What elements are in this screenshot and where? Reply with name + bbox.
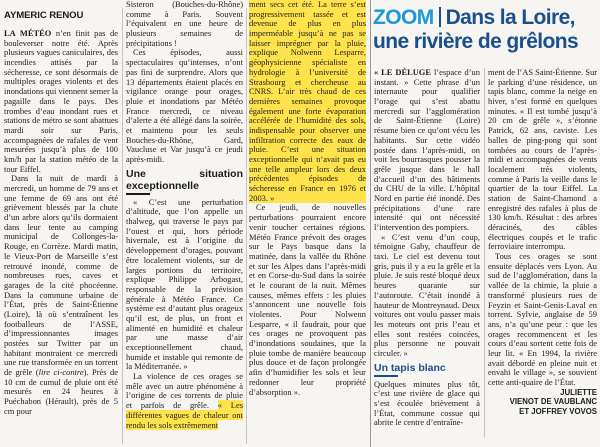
paragraph: Ces épisodes, aussi spectaculaires qu’intenses, n’ont pas fini de surprendre. Alors que 13 départements étaient placés en vigilance orange pour orages, pluie et inondations par Météo France mercredi, ce niveau d’alerte a été allégé dans la soirée, et maintenu pour les seuls Bouches-du-Rhône, Gard, Vaucluse et Var jusqu’à ce jeudi après-midi. <box>126 47 243 164</box>
zoom-header <box>373 6 598 54</box>
article-column-4 <box>374 68 480 428</box>
paragraph: « LE DÉLUGE l’espace d’un instant. » Cette phrase d’un internaute pour qualifier l’orage qui s’est abattu mercredi sur l’agglomération de Saint-Étienne (Loire) résume bien ce qu’ont vécu les habitants. Sur cette vidéo postée dans l’après-midi, on voit les bourrasques pousser la grêle jusque dans le hall d’accueil d’un des bâtiments du CHU de la ville. L’hôpital Nord en partie été inondé. Des précipitations d’une rare intensité qui ont nécessité l’intervention des pompiers. <box>374 67 480 232</box>
column-divider <box>246 8 247 444</box>
article-column-5 <box>488 68 597 416</box>
lead-in: LA MÉTÉO <box>4 28 52 38</box>
paragraph: Dans la nuit de mardi à mercredi, un homme de 79 ans et une femme de 69 ans ont été grièvement blessés par la chute d’un arbre alors qu’ils dormaient dans leur tente au camping municipal de Collonges-la-Rouge, en Corrèze. Mardi matin, le Vieux-Port de Marseille s’est retrouvé inondé, comme de nombreuses rues, caves et garages de la cité phocéenne. Dans la commune urbaine de l’État, près de Saint-Étienne (Loire), là où s’entraînent les footballeurs de l’ASSE, d’impressionnantes images postées sur Twitter par un habitant montraient ce mercredi une rue transformée en un torrent de grêle (lire ci-contre). Près de 10 cm de cumul de pluie ont été mesurés en 24 heures à Puéchabon (Hérault), près de 5 cm pour <box>4 173 118 416</box>
zoom-label: ZOOM <box>373 6 434 29</box>
byline: AYMERIC RENOU <box>4 10 84 21</box>
paragraph: Ce jeudi, de nouvelles perturbations pourraient encore venir toucher certaines régions. Météo France prévoit des orages sur le Pays basque dans la matinée, dans la vallée du Rhône et sur les Alpes dans l’après-midi et en Corse-du-Sud dans la soirée et le courant de la nuit. Mêmes causes, mêmes effets : les pluies s’annoncent une nouvelle fois violentes. Pour Nolwenn Lesparre, « il faudrait, pour que ces orages ne provoquent pas d’inondations soudaines, que la pluie tombe de manière beaucoup plus douce et de façon prolongée afin d’humidifier les sols et leur redonner leur propriété d’absorption ». <box>249 202 366 397</box>
highlighted-text: « Les différentes vagues de chaleur ont rendu les sols extrêmement <box>126 400 243 430</box>
column-divider <box>484 68 485 438</box>
article-title-line-2: une rivière de grêlons <box>373 30 579 53</box>
paragraph: « C’est venu d’un coup, témoigne Gaby, chauffeur de taxi. Le ciel est devenu tout gris, puis il y a eu la grêle et la pluie. Je suis resté bloqué deux heures quarante sur l’autoroute. C’était inondé à hauteur de Montreynaud. Deux voitures ont voulu passer mais les moteurs ont pris l’eau et elles sont restées coincées, plus personne ne pouvait circuler. » <box>374 231 480 358</box>
article-column-3 <box>249 0 366 397</box>
article-column-1 <box>4 10 118 417</box>
column-divider <box>122 8 123 444</box>
paragraph: « C’est une perturbation d’altitude, que l’on appelle un thalweg, qui traverse le pays par l’ouest et qui, hors période hivernale, est à l’origine du développement d’orages, pouvant être localement violents, sur de larges portions du territoire, explique Philippe Arbogast, responsable de la prévision générale à Météo France. Ce système est d’autant plus orageux qu’il est, de plus, un front et alimenté en humidité et chaleur par une masse d’air exceptionnellement chaud, humide et instable qui remonte de la Méditerranée. » <box>126 196 243 372</box>
subheading: Une situation exceptionnelle <box>126 167 243 192</box>
paragraph: LA MÉTÉO n’en finit pas de bouleverser notre été. Après plusieurs vagues caniculaires, des incendies attisés par la sécheresse, ce sont désormais de multiples orages violents et des inondations qui viennent semer la pagaille dans le pays. Des trombes d’eau inondant rues et stations de métro se sont abattues mardi soir sur Paris, accompagnées de rafales de vent mesurées jusqu’à plus de 100 km/h par la station météo de la tour Eiffel. <box>4 28 118 174</box>
paragraph: La violence de ces orages se mêle avec un autre phénomène à l’origine de ces torrents de pluie et parfois de grêle. « Les différentes vagues de chaleur ont rendu les sols extrêmement <box>126 371 243 430</box>
highlighted-paragraph: ment secs cet été. La terre s’est progressivement tassée et est devenue de plus en plus imperméable jusqu’à ne pas se laisser imprégner par la pluie, explique Nolwenn Lesparre, géophysicienne spécialiste en hydrologie à l’université de Strasbourg et chercheuse au CNRS. L’air très chaud de ces dernières semaines provoque également une forte évaporation accélérée de l’humidité des sols, indispensable pour observer une infiltration correcte des eaux de pluie. C’est une situation exceptionnelle qui n’avait pas eu une telle ampleur lors des deux précédentes épisodes de sécheresse en France en 1976 et 2003. » <box>249 0 366 203</box>
article-column-2 <box>126 0 243 430</box>
subheading: Un tapis blanc <box>374 361 446 374</box>
section-divider <box>370 0 371 447</box>
subheading-rule <box>126 193 150 195</box>
title-separator <box>439 7 441 27</box>
paragraph: ment de l’AS Saint-Étienne. Sur le parking d’une résidence, un tapis blanc, comme la neige en hiver, s’est formé en quelques minutes. « Il est tombé jusqu’à 20 cm de grêle », s’étonne Patrick, 62 ans, caviste. Les balles de ping-pong qui sont tombées au cours de l’après-midi et accompagnées de vents localement très violents, comme à Paris la veille dans le quartier de la tour Eiffel. La station de Saint-Chamond a enregistré des rafales à plus de 130 km/h. Résultat : des arbres déracinés, des câbles électriques coupés et le trafic ferroviaire interrompu. <box>488 67 597 252</box>
article-title: Dans la Loire, <box>445 6 575 29</box>
subheading-rule <box>374 375 398 377</box>
paragraph: Sisteron (Bouches-du-Rhône) comme à Paris. Souvent l’équivalent en une heure de plusieurs semaines de précipitations ! <box>126 0 243 48</box>
zoom-title-line <box>373 6 598 30</box>
lead-in: « LE DÉLUGE <box>374 67 431 77</box>
signature: JULIETTE VIENOT DE VAUBLANC ET JOFFREY VOVOS <box>509 387 597 416</box>
paragraph: Quelques minutes plus tôt, c’est une rivière de glace qui s’est écoulée brièvement à l’État, commune cossue qui abrite le centre d’entraîne- <box>374 378 480 428</box>
paragraph: Tous ces orages se sont ensuite déplacés vers Lyon. Au sud de l’agglomération, dans la vallée de la chimie, la pluie a transformé plusieurs rues de Feyzin et Saint-Genis-Laval en torrent. Sylvie, anglaise de 59 ans, n’a qu’une peur : que les orages recommencent et les cours d’eau sortent cette fois de leur lit. « En 1994, la rivière avait débordé en pleine nuit et envahi le village », se souvient cette anti-quaire de l’État. <box>488 251 597 387</box>
